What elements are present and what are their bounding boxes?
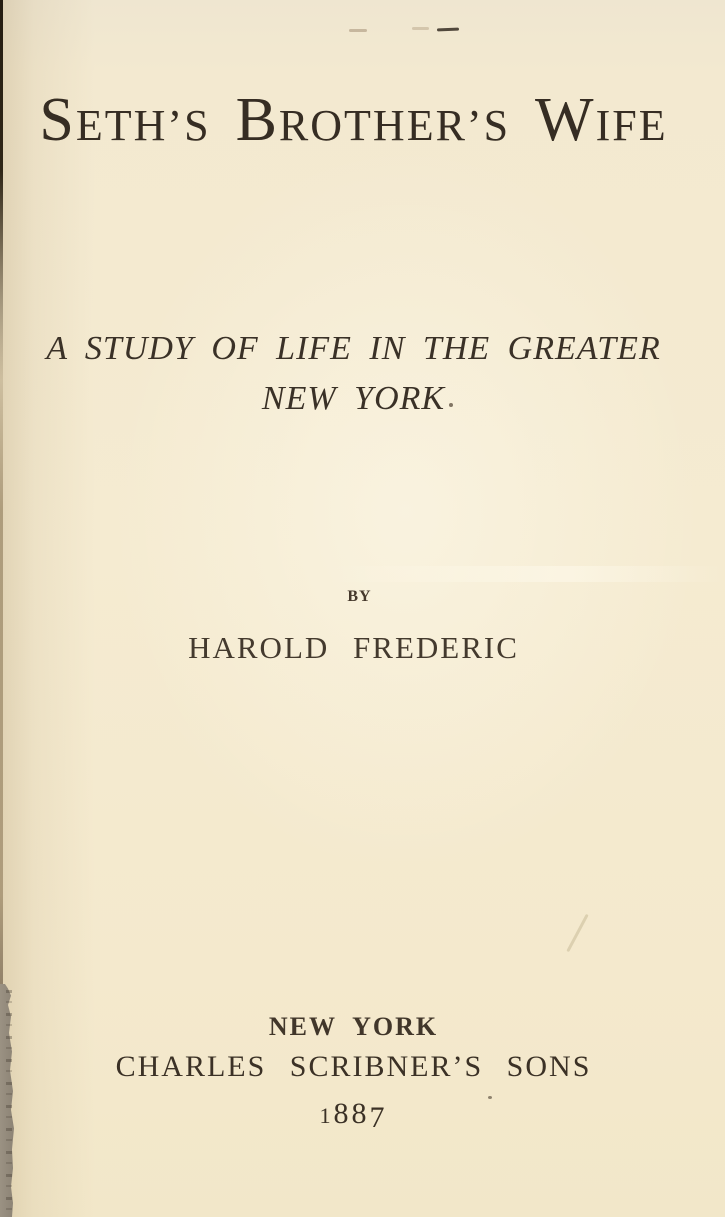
book-subtitle	[0, 324, 707, 424]
paper-crease-mark	[566, 914, 588, 952]
book-title: SETH’S BROTHER’S WIFE	[39, 86, 668, 154]
scan-smudge-dash	[437, 28, 459, 32]
paper-crease-highlight	[326, 566, 725, 582]
book-subtitle-line2: NEW YORK	[261, 380, 446, 417]
imprint-city: NEW YORK	[268, 1012, 439, 1041]
scan-smudge-faint-right	[412, 27, 429, 30]
scan-smudge-faint-left	[349, 29, 367, 32]
imprint-year: 1887	[319, 1097, 388, 1134]
author-name: HAROLD FREDERIC	[188, 630, 519, 665]
byline-label: BY	[347, 588, 372, 605]
imprint-publisher: CHARLES SCRIBNER’S SONS	[115, 1050, 592, 1083]
book-subtitle-line1: A STUDY OF LIFE IN THE GREATER	[46, 330, 661, 367]
